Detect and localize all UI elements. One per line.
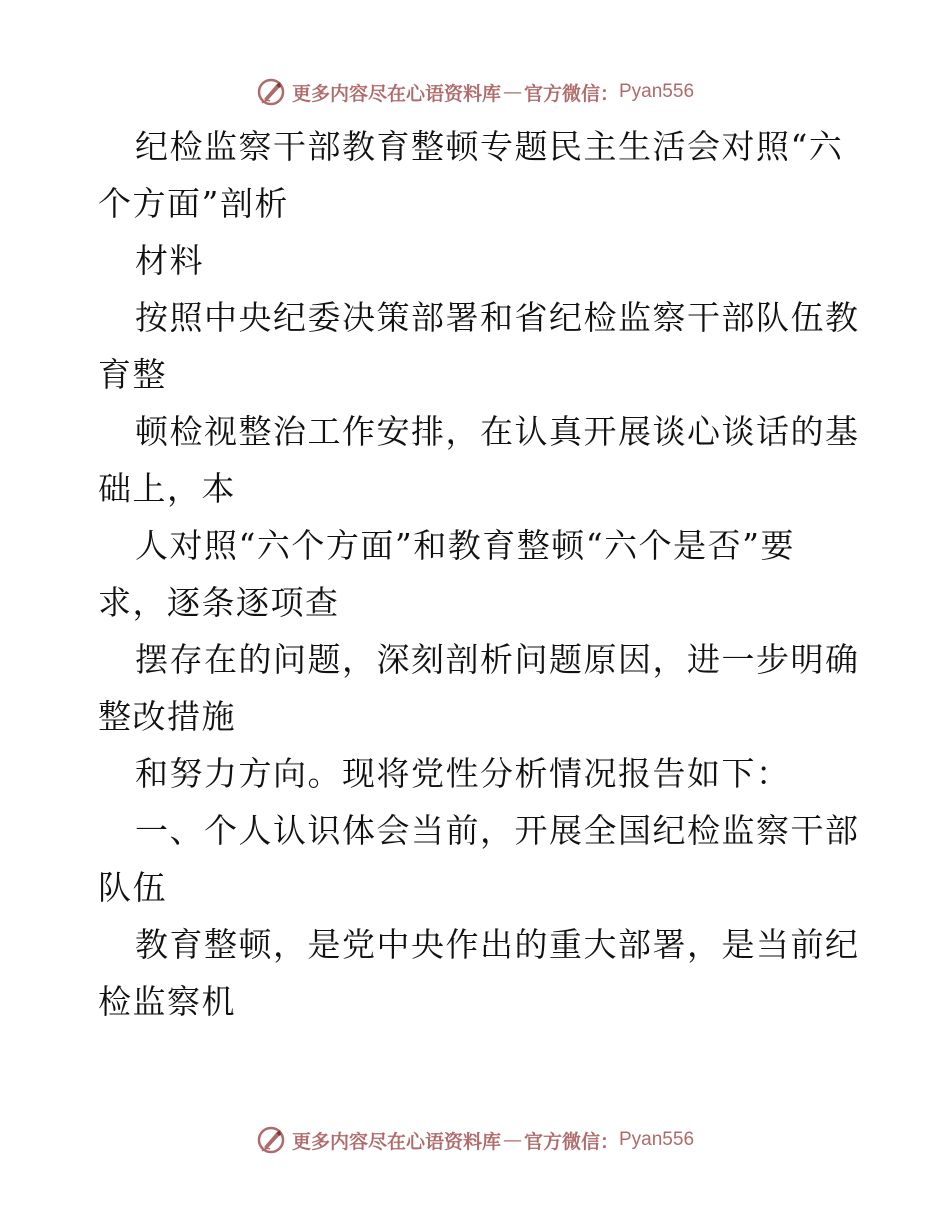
header-watermark xyxy=(0,72,950,112)
text-line: 教育整顿，是党中央作出的重大部署，是当前纪 xyxy=(135,925,860,964)
text-line: 纪检监察干部教育整顿专题民主生活会对照“六 xyxy=(135,127,844,166)
pen-logo-icon xyxy=(256,77,286,107)
text-line: 人对照“六个方面”和教育整顿“六个是否”要 xyxy=(135,526,795,565)
text-line: 队伍 xyxy=(98,868,167,907)
text-line: 整改措施 xyxy=(98,697,236,736)
watermark-site-text: 更多内容尽在心语资料库 xyxy=(291,1130,501,1153)
text-line: 检监察机 xyxy=(98,982,236,1021)
pen-logo-icon xyxy=(256,1125,286,1155)
text-line: 顿检视整治工作安排，在认真开展谈心谈话的基 xyxy=(135,412,860,451)
text-line: 础上，本 xyxy=(98,469,236,508)
text-line: 育整 xyxy=(98,355,167,394)
footer-watermark xyxy=(0,1120,950,1160)
text-line: 材料 xyxy=(135,241,204,280)
watermark-dash: — xyxy=(502,81,522,103)
watermark-dash: — xyxy=(502,1129,522,1151)
text-line: 摆存在的问题，深刻剖析问题原因，进一步明确 xyxy=(135,640,860,679)
document-body xyxy=(98,118,858,1030)
text-line: 个方面”剖析 xyxy=(98,184,289,223)
text-line: 和努力方向。现将党性分析情况报告如下： xyxy=(135,754,791,793)
text-line: 一、个人认识体会当前，开展全国纪检监察干部 xyxy=(135,811,860,850)
watermark-wechat-id: Pyan556 xyxy=(619,1129,695,1150)
watermark-site-text: 更多内容尽在心语资料库 xyxy=(291,82,501,105)
text-line: 求，逐条逐项查 xyxy=(98,583,340,622)
watermark-wechat-id: Pyan556 xyxy=(619,81,695,102)
text-line: 按照中央纪委决策部署和省纪检监察干部队伍教 xyxy=(135,298,860,337)
watermark-wechat-label: 官方微信： xyxy=(523,82,619,105)
watermark-wechat-label: 官方微信： xyxy=(523,1130,619,1153)
